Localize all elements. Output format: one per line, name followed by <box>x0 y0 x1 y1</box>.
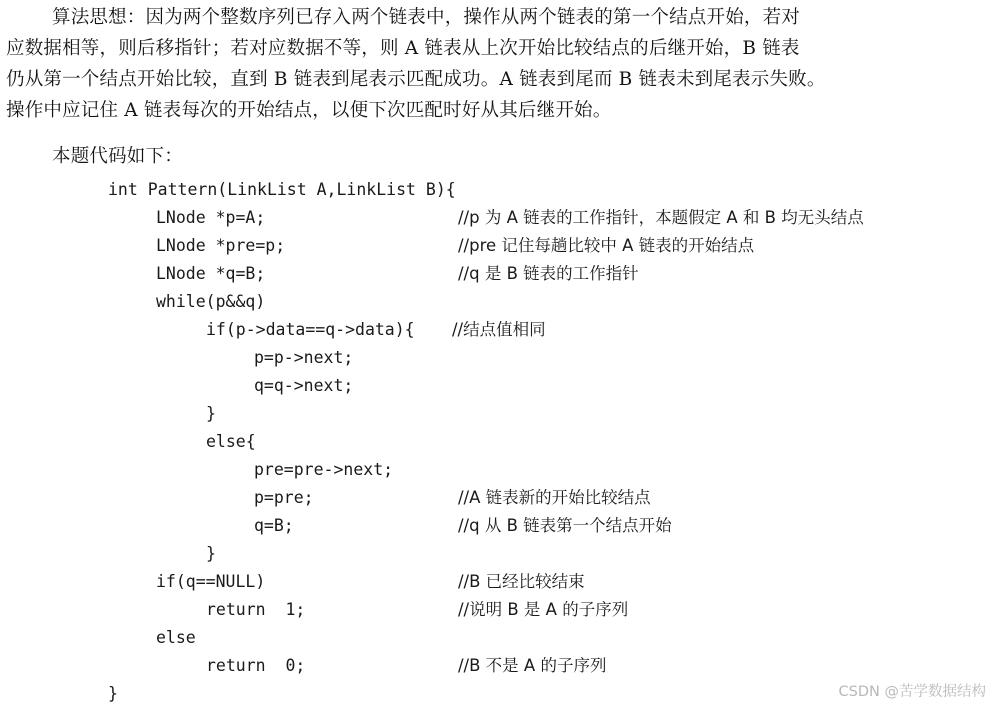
code-line-17: else <box>156 628 196 647</box>
code-line-5: while(p&&q) <box>156 292 266 311</box>
code-line-16: return 1; <box>206 600 306 619</box>
code-line-6: if(p->data==q->data){ <box>206 320 415 339</box>
code-line-4: LNode *q=B; <box>156 264 266 283</box>
code-line-3: LNode *pre=p; <box>156 236 286 255</box>
code-line-14: } <box>206 544 216 563</box>
code-comment-18: //B 不是 A 的子序列 <box>458 656 607 675</box>
explanation-line-4: 操作中应记住 A 链表每次的开始结点，以便下次匹配时好从其后继开始。 <box>6 100 612 121</box>
code-line-19: } <box>108 684 118 703</box>
code-line-11: pre=pre->next; <box>254 460 394 479</box>
code-line-12: p=pre; <box>254 488 314 507</box>
csdn-watermark: CSDN @苦学数据结构 <box>838 684 986 700</box>
code-comment-15: //B 已经比较结束 <box>458 572 585 591</box>
explanation-line-3: 仍从第一个结点开始比较，直到 B 链表到尾表示匹配成功。A 链表到尾而 B 链表未到尾表示失败。 <box>6 69 826 90</box>
code-line-9: } <box>206 404 216 423</box>
code-comment-6: //结点值相同 <box>452 320 546 339</box>
code-intro: 本题代码如下： <box>52 146 183 167</box>
code-line-8: q=q->next; <box>254 376 354 395</box>
code-comment-16: //说明 B 是 A 的子序列 <box>458 600 629 619</box>
code-line-13: q=B; <box>254 516 294 535</box>
explanation-line-2: 应数据相等，则后移指针；若对应数据不等，则 A 链表从上次开始比较结点的后继开始，B 链表 <box>6 38 800 59</box>
code-comment-12: //A 链表新的开始比较结点 <box>458 488 651 507</box>
explanation-line-1: 算法思想：因为两个整数序列已存入两个链表中，操作从两个链表的第一个结点开始，若对 <box>52 7 801 28</box>
code-comment-4: //q 是 B 链表的工作指针 <box>458 264 639 283</box>
code-line-7: p=p->next; <box>254 348 354 367</box>
code-comment-2: //p 为 A 链表的工作指针，本题假定 A 和 B 均无头结点 <box>458 208 864 227</box>
code-line-15: if(q==NULL) <box>156 572 266 591</box>
code-comment-13: //q 从 B 链表第一个结点开始 <box>458 516 672 535</box>
code-line-18: return 0; <box>206 656 306 675</box>
code-line-2: LNode *p=A; <box>156 208 266 227</box>
code-line-1: int Pattern(LinkList A,LinkList B){ <box>108 180 456 199</box>
code-line-10: else{ <box>206 432 256 451</box>
code-comment-3: //pre 记住每趟比较中 A 链表的开始结点 <box>458 236 755 255</box>
